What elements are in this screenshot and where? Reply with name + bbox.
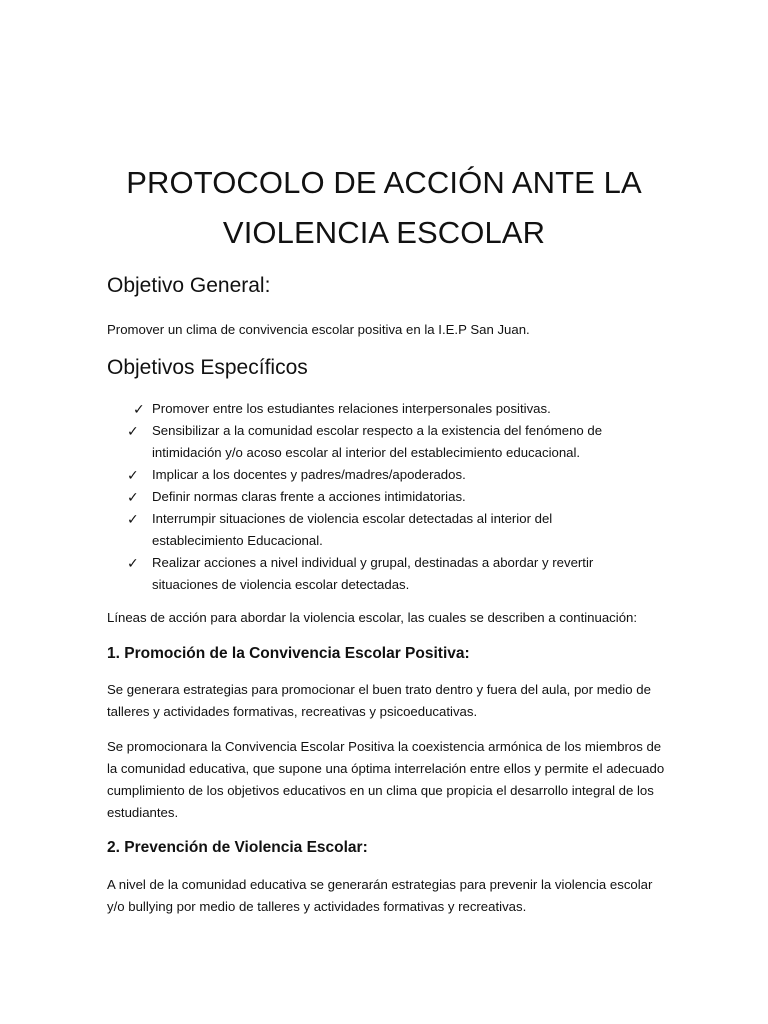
list-item bbox=[127, 552, 647, 596]
title-line-2: VIOLENCIA ESCOLAR bbox=[222, 215, 546, 250]
objetivos-especificos-list bbox=[127, 398, 647, 596]
section-2-heading: 2. Prevención de Violencia Escolar: bbox=[107, 839, 368, 856]
list-item-text: Sensibilizar a la comunidad escolar respecto a la existencia del fenómeno de intimidación y/o acoso escolar al interior del establecimiento educacional. bbox=[152, 423, 603, 460]
list-item-text: Promover entre los estudiantes relaciones interpersonales positivas. bbox=[152, 401, 551, 416]
check-icon: ✓ bbox=[127, 555, 139, 571]
lineas-intro-text: Líneas de acción para abordar la violencia escolar, las cuales se describen a continuación: bbox=[107, 610, 638, 625]
list-item bbox=[127, 420, 647, 464]
section-1-paragraph-1: Se generara estrategias para promocionar el buen trato dentro y fuera del aula, por medio de talleres y actividades formativas, recreativas y psicoeducativas. bbox=[107, 682, 651, 719]
section-1-paragraph-2: Se promocionara la Convivencia Escolar Positiva la coexistencia armónica de los miembros de la comunidad educativa, que supone una óptima interrelación entre ellos y permite el adecuado cumplimiento de los objetivos educativos en un clima que propicia el desarrollo integral de los estudiantes. bbox=[107, 739, 665, 820]
list-item-text: Implicar a los docentes y padres/madres/apoderados. bbox=[152, 467, 466, 482]
objetivo-general-text: Promover un clima de convivencia escolar positiva en la I.E.P San Juan. bbox=[107, 322, 530, 337]
list-item bbox=[127, 398, 647, 420]
title-line-1: PROTOCOLO DE ACCIÓN ANTE LA bbox=[126, 165, 642, 200]
list-item-text: Realizar acciones a nivel individual y grupal, destinadas a abordar y revertir situaciones de violencia escolar detectadas. bbox=[152, 555, 594, 592]
objetivo-general-heading: Objetivo General: bbox=[107, 274, 271, 297]
list-item-text: Interrumpir situaciones de violencia escolar detectadas al interior del establecimiento Educacional. bbox=[152, 511, 553, 548]
check-icon: ✓ bbox=[133, 401, 145, 417]
check-icon: ✓ bbox=[127, 423, 139, 439]
document-title bbox=[0, 158, 768, 258]
list-item bbox=[127, 464, 647, 486]
check-icon: ✓ bbox=[127, 489, 139, 505]
check-icon: ✓ bbox=[127, 511, 139, 527]
section-1-heading: 1. Promoción de la Convivencia Escolar Positiva: bbox=[107, 645, 470, 662]
check-icon: ✓ bbox=[127, 467, 139, 483]
list-item bbox=[127, 486, 647, 508]
list-item-text: Definir normas claras frente a acciones intimidatorias. bbox=[152, 489, 466, 504]
objetivos-especificos-heading: Objetivos Específicos bbox=[107, 356, 308, 379]
section-2-paragraph-1: A nivel de la comunidad educativa se generarán estrategias para prevenir la violencia escolar y/o bullying por medio de talleres y actividades formativas y recreativas. bbox=[107, 877, 653, 914]
list-item bbox=[127, 508, 647, 552]
